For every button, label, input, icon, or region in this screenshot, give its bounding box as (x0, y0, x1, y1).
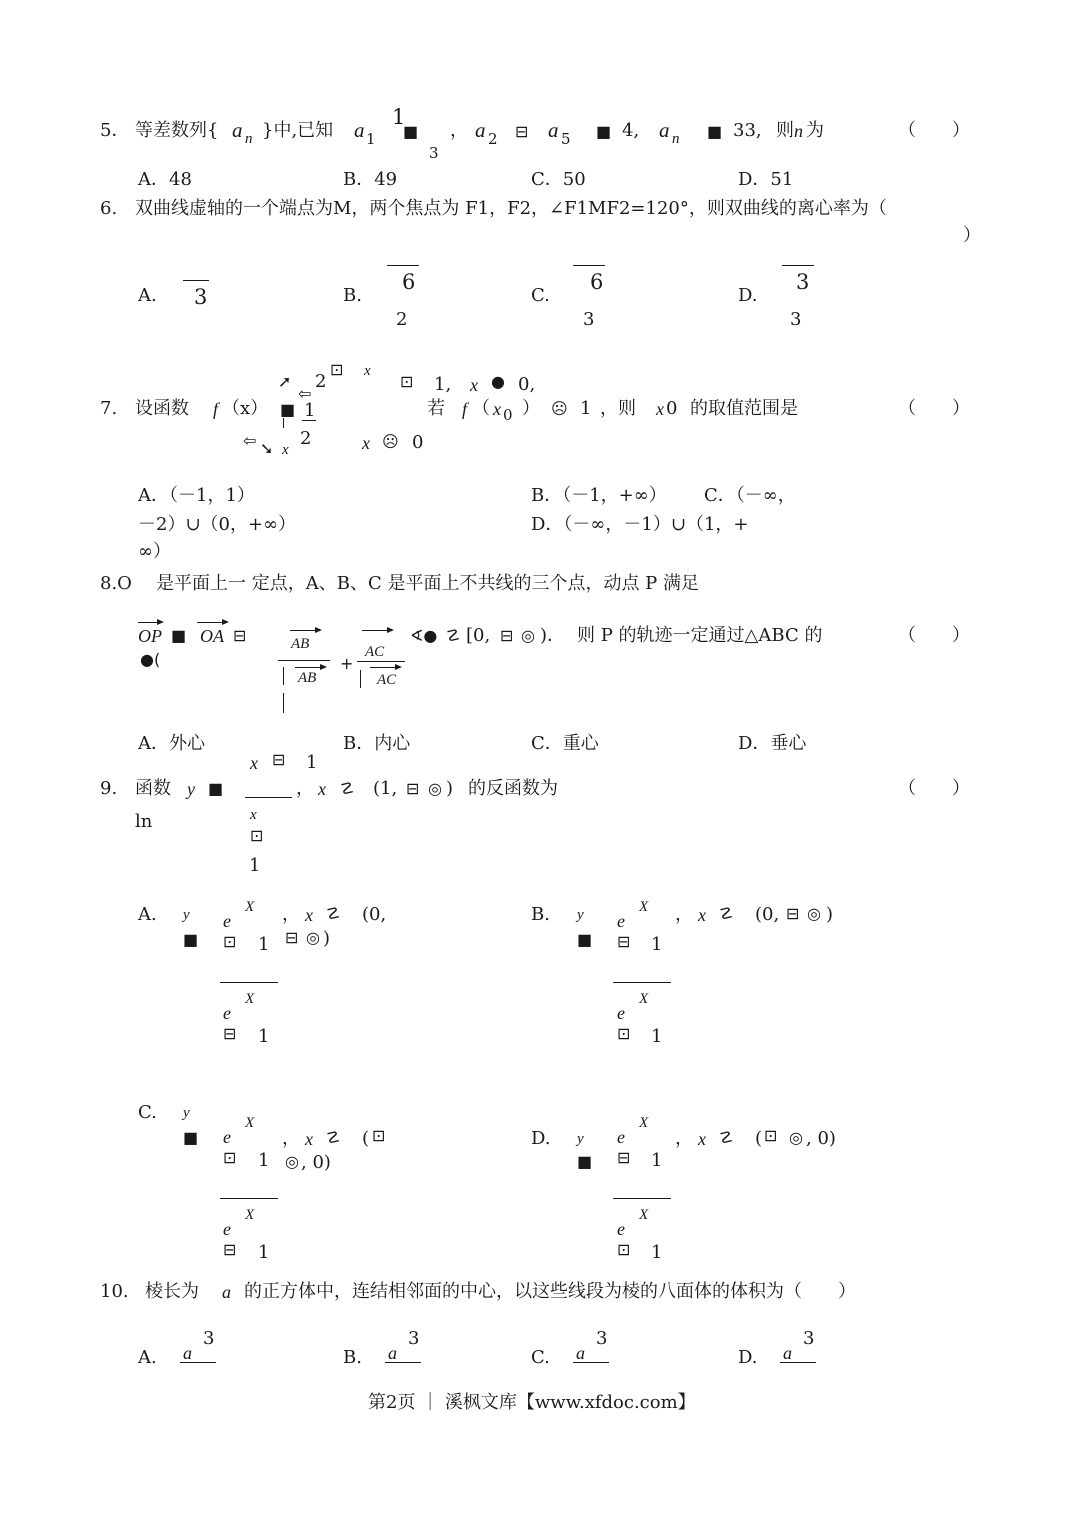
q9-opt-b-e2: e (617, 1003, 625, 1023)
q9-opt-c-num1: 1 (258, 1150, 270, 1171)
q7-top-x: x (364, 363, 371, 379)
q9-opt-a-e: e (223, 911, 231, 931)
fraction-bar (613, 1198, 671, 1199)
q7-top-0: 0, (518, 374, 536, 395)
q10-lead: 棱长为 (145, 1281, 199, 1302)
q6-option-b-radicand: 6 (402, 270, 416, 294)
fraction-bar (780, 1362, 816, 1363)
q9-ln: ln (135, 811, 153, 832)
q5-wei: 为 (806, 120, 824, 141)
q10-option-b-label: B. (343, 1347, 362, 1368)
q7-ruo: 若 (427, 398, 445, 419)
q8-ab2: AB (298, 670, 317, 686)
q6-text: 双曲线虚轴的一个端点为M，两个焦点为 F1，F2，∠F1MF2=120°，则双曲线的离心率为（ (135, 198, 887, 219)
equals-glyph-icon: ■ (707, 122, 723, 141)
fraction-bar (220, 1198, 278, 1199)
q6-option-a-label: A. (138, 285, 157, 306)
lambda-glyph-icon: ∢● (410, 626, 438, 645)
q9-opt-c-x: X (245, 1115, 255, 1131)
q7-option-c-cont: －2）∪（0，+∞） (138, 514, 297, 535)
q7-top-1: 1, (434, 374, 452, 395)
q9-den-x: x (250, 807, 257, 823)
q9-paren-close: ) (446, 778, 454, 799)
gt-glyph-icon: ☹ (551, 399, 568, 418)
equals-glyph-icon: ■ (577, 930, 593, 949)
q7-option-a: A．（－1，1） (138, 485, 255, 506)
q6-option-d-radicand: 3 (796, 270, 810, 294)
q5-option-c: C．50 (531, 169, 586, 190)
equals-glyph-icon: ■ (403, 122, 419, 141)
infinity-glyph-icon: ◎ (521, 626, 535, 645)
q7-answer-paren: （ ） (898, 398, 970, 419)
in-glyph-icon: ☡ (719, 1128, 734, 1147)
q8-option-c: C．重心 (531, 733, 599, 754)
q10-option-d-a: a (783, 1343, 792, 1363)
q7-fx-paren: （x） (222, 398, 269, 419)
minus-glyph-icon: ⊡ (250, 826, 264, 845)
plus-glyph-icon: ⊟ (272, 750, 286, 769)
q9-opt-b-den1: 1 (651, 1026, 663, 1047)
abs-bar (283, 693, 284, 713)
q5-a5-a: a (548, 118, 559, 142)
q5-tail: 则 (776, 120, 794, 141)
q5-mid1: }中,已知 (262, 120, 334, 141)
q5-frac-num: 1 (392, 105, 406, 129)
q7-option-c: C．（－∞， (704, 485, 796, 506)
q7-lead: 设函数 (135, 398, 189, 419)
q8-ac: AC (365, 644, 385, 660)
q6-option-b-label: B. (343, 285, 362, 306)
q9-opt-d-den1: 1 (651, 1242, 663, 1263)
q9-lead: 函数 (135, 778, 171, 799)
q5-a1-sub: 1 (366, 130, 376, 148)
plus-glyph-icon: ⊟ (500, 626, 514, 645)
plus-glyph-icon: ⊟ (617, 1148, 631, 1167)
q7-top-x2: x (470, 375, 478, 395)
q7-ze: ，则 (600, 398, 636, 419)
plus-glyph-icon: ⊟ (617, 932, 631, 951)
equals-glyph-icon: ■ (596, 122, 612, 141)
q7-option-b: B．（－1，+∞） (531, 485, 667, 506)
q7-f2-open: （ (472, 398, 490, 419)
q7-half-num: 1 (304, 400, 316, 421)
q7-bot-x2: x (362, 433, 370, 453)
q10-option-a-label: A. (138, 1347, 157, 1368)
abs-bar (360, 670, 361, 688)
q9-opt-d-num1: 1 (651, 1150, 663, 1171)
q10-option-c-label: C. (531, 1347, 550, 1368)
q9-opt-c-label: C. (138, 1102, 157, 1123)
q7-f: f (213, 399, 219, 419)
q7-x0b-0: 0 (666, 398, 678, 419)
fraction-bar (180, 1362, 216, 1363)
minus-glyph-icon: ⊡ (330, 360, 344, 379)
vector-arrow (138, 622, 162, 623)
q8-ab: AB (291, 636, 310, 652)
q9-opt-a-x: X (245, 899, 255, 915)
q6-option-a-radicand: 3 (194, 285, 208, 309)
plus-glyph-icon: ⊟ (406, 779, 420, 798)
q5-n-var: n (794, 121, 803, 141)
q6-option-c-radicand: 6 (590, 270, 604, 294)
q7-tail: 的取值范围是 (690, 398, 798, 419)
minus-glyph-icon: ⊡ (617, 1024, 631, 1043)
q10-option-d-exp: 3 (803, 1328, 815, 1349)
q9-opt-d-x: X (639, 1115, 649, 1131)
fraction-bar (245, 797, 292, 798)
q5-an2-n: n (672, 131, 680, 147)
vector-arrow (362, 630, 392, 631)
lt-glyph-icon: ☹ (382, 432, 399, 451)
fraction-bar (357, 661, 405, 662)
q9-opt-d-y: y (577, 1131, 584, 1147)
q7-half-den: 2 (300, 428, 312, 449)
in-glyph-icon: ☡ (326, 904, 341, 923)
q9-opt-b-y: y (577, 907, 584, 923)
q7-x0-x: x (493, 399, 501, 419)
q8-number: 8.O (100, 573, 132, 594)
q9-opt-c-e: e (223, 1127, 231, 1147)
vector-arrow (290, 630, 320, 631)
minus-glyph-icon: ⊡ (764, 1126, 778, 1145)
q9-opt-a-interval: (0, (362, 904, 387, 925)
q5-a5-sub: 5 (561, 130, 571, 148)
q9-y: y (187, 779, 195, 799)
in-glyph-icon: ☡ (326, 1128, 341, 1147)
q5-val33: 33, (733, 120, 762, 141)
q10-option-c-a: a (576, 1343, 585, 1363)
q9-opt-d-comma: ， (675, 1128, 693, 1149)
q8-tail: 则 P 的轨迹一定通过△ABC 的 (577, 625, 823, 646)
q10-option-c-exp: 3 (596, 1328, 608, 1349)
q8-ac2: AC (377, 672, 397, 688)
page-footer: 第2页 ｜ 溪枫文库【www.xfdoc.com】 (368, 1392, 696, 1413)
fraction-bar (573, 1362, 609, 1363)
q9-opt-a-y: y (183, 907, 190, 923)
q5-option-b: B．49 (343, 169, 398, 190)
abs-bar (283, 667, 284, 685)
q10-option-b-exp: 3 (408, 1328, 420, 1349)
q9-opt-d-x2: X (639, 1207, 649, 1223)
plus-glyph-icon: ⊟ (223, 1024, 237, 1043)
q9-x: x (318, 779, 326, 799)
plus-glyph-icon: ⊟ (786, 904, 800, 923)
q7-top-2: 2 (315, 371, 327, 392)
q9-opt-d-e: e (617, 1127, 625, 1147)
plus-glyph-icon: ⊟ (223, 1240, 237, 1259)
arrow-glyph-icon: ⇦ (298, 384, 312, 403)
q9-num-1: 1 (306, 752, 318, 773)
in-glyph-icon: ☡ (446, 626, 461, 645)
q9-opt-d-interval: ( (755, 1128, 763, 1149)
q10-option-b-a: a (388, 1343, 397, 1363)
q9-opt-a-num1: 1 (258, 934, 270, 955)
q9-num-x: x (250, 753, 258, 773)
vector-arrow (295, 667, 325, 668)
lambda-glyph-icon: ●( (140, 650, 161, 669)
q9-opt-b-x2: X (639, 991, 649, 1007)
q8-answer-paren: （ ） (898, 625, 970, 646)
equals-glyph-icon: ■ (208, 779, 224, 798)
q5-a2-sub: 2 (488, 130, 498, 148)
minus-glyph-icon: ⊡ (223, 932, 237, 951)
q9-opt-d-interval2: , 0) (806, 1128, 836, 1149)
fraction-bar (385, 1362, 421, 1363)
q5-number: 5． (100, 120, 130, 141)
q5-an2-a: a (659, 118, 670, 142)
ge-glyph-icon: ● (491, 372, 505, 391)
q9-comma: ， (296, 778, 314, 799)
q9-opt-b-interval2: ) (826, 904, 834, 925)
q7-x0b-x: x (656, 399, 664, 419)
q7-f2: f (462, 399, 468, 419)
q10-a: a (222, 1282, 231, 1302)
q9-opt-c-y: y (183, 1105, 190, 1121)
q9-number: 9. (100, 778, 118, 799)
q9-opt-b-interval: (0, (755, 904, 780, 925)
q9-interval: (1, (373, 778, 398, 799)
q9-opt-a-e2: e (223, 1003, 231, 1023)
q5-an-a: a (232, 118, 243, 142)
q8-op: OP (138, 626, 162, 646)
q5-val4: 4, (622, 120, 640, 141)
q9-opt-a-xvar: x (305, 905, 313, 925)
q9-opt-d-e2: e (617, 1219, 625, 1239)
q5-option-d: D．51 (738, 169, 794, 190)
q8-option-a: A．外心 (138, 733, 205, 754)
q7-option-d: D．（－∞，－1）∪（1，+ (531, 514, 749, 535)
q5-answer-paren: （ ） (898, 120, 970, 141)
infinity-glyph-icon: ◎ (428, 779, 442, 798)
q8-option-d: D．垂心 (738, 733, 807, 754)
plus-sign-icon: + (340, 654, 354, 673)
q9-opt-b-x: X (639, 899, 649, 915)
q9-opt-b-comma: ， (675, 904, 693, 925)
plus-glyph-icon: ⊟ (515, 122, 529, 141)
q8-close: )． (540, 625, 566, 646)
q5-option-a: A．48 (138, 169, 192, 190)
q9-opt-b-label: B. (531, 904, 550, 925)
q6-option-b-denominator: 2 (396, 309, 408, 330)
q9-opt-c-comma: ， (282, 1128, 300, 1149)
q10-option-d-label: D. (738, 1347, 758, 1368)
q9-opt-c-xvar: x (305, 1129, 313, 1149)
q9-opt-b-num1: 1 (651, 934, 663, 955)
q9-opt-b-e: e (617, 911, 625, 931)
q5-frac-den: 3 (429, 144, 439, 162)
q5-a1-a: a (354, 118, 365, 142)
plus-glyph-icon: ⊟ (233, 626, 247, 645)
brace-mid (283, 418, 284, 428)
radical-bar (782, 265, 814, 266)
minus-glyph-icon: ⊡ (372, 1126, 386, 1145)
equals-glyph-icon: ■ (171, 626, 187, 645)
q6-option-d-label: D. (738, 285, 758, 306)
q9-opt-c-interval: ( (362, 1128, 370, 1149)
q10-option-a-exp: 3 (203, 1328, 215, 1349)
q7-f2-close: ） (522, 398, 540, 419)
q9-den-1: 1 (249, 855, 261, 876)
q6-option-d-denominator: 3 (790, 309, 802, 330)
q6-option-c-denominator: 3 (583, 309, 595, 330)
q8-oa: OA (200, 626, 224, 646)
minus-glyph-icon: ⊡ (223, 1148, 237, 1167)
minus-glyph-icon: ⊡ (617, 1240, 631, 1259)
q9-opt-b-xvar: x (698, 905, 706, 925)
fraction-bar (278, 660, 330, 661)
q9-opt-a-comma: ， (282, 904, 300, 925)
q10-option-a-a: a (183, 1343, 192, 1363)
q10-number: 10. (100, 1281, 129, 1302)
q9-opt-a-x2: X (245, 991, 255, 1007)
equals-glyph-icon: ■ (280, 400, 296, 419)
plus-glyph-icon: ⊟ (285, 928, 299, 947)
vector-arrow (197, 622, 227, 623)
q9-opt-c-interval2: , 0) (301, 1152, 331, 1173)
q9-opt-d-xvar: x (698, 1129, 706, 1149)
q7-number: 7. (100, 398, 118, 419)
q9-opt-c-x2: X (245, 1207, 255, 1223)
q8-range: [0, (466, 625, 491, 646)
fraction-bar (302, 420, 316, 421)
q9-opt-a-interval2: ) (323, 928, 331, 949)
q7-option-d-cont: ∞） (138, 541, 171, 562)
q5-sep: ， (450, 120, 468, 141)
equals-glyph-icon: ■ (183, 930, 199, 949)
q7-bot-0: 0 (412, 432, 424, 453)
vector-arrow (370, 667, 400, 668)
in-glyph-icon: ☡ (719, 904, 734, 923)
radical-bar (387, 265, 419, 266)
infinity-glyph-icon: ◎ (807, 904, 821, 923)
in-glyph-icon: ☡ (340, 779, 355, 798)
brace-bottom-icon: ➘ (260, 439, 274, 458)
q6-option-c-label: C. (531, 285, 550, 306)
q7-gt1: 1 (580, 398, 592, 419)
q6-number: 6. (100, 198, 118, 219)
q5-lead: 等差数列{ (135, 120, 219, 141)
equals-glyph-icon: ■ (577, 1152, 593, 1171)
radical-bar (573, 265, 605, 266)
q8-text: 是平面上一 定点，A、B、C 是平面上不共线的三个点，动点 P 满足 (156, 573, 699, 594)
q9-opt-d-label: D. (531, 1128, 551, 1149)
arrow-glyph-icon: ⇦ (243, 431, 257, 450)
q9-tail: 的反函数为 (468, 778, 558, 799)
q9-opt-c-e2: e (223, 1219, 231, 1239)
equals-glyph-icon: ■ (183, 1128, 199, 1147)
q5-a2-a: a (475, 118, 486, 142)
q9-opt-a-den1: 1 (258, 1026, 270, 1047)
q7-bot-x: x (282, 442, 289, 458)
q7-x0-0: 0 (503, 406, 513, 424)
minus-glyph-icon: ⊡ (400, 372, 414, 391)
q9-opt-c-den1: 1 (258, 1242, 270, 1263)
q5-an-n: n (245, 131, 253, 147)
infinity-glyph-icon: ◎ (306, 928, 320, 947)
q6-close: ） (963, 225, 981, 246)
q9-answer-paren: （ ） (898, 778, 970, 799)
infinity-glyph-icon: ◎ (285, 1152, 299, 1171)
infinity-glyph-icon: ◎ (789, 1128, 803, 1147)
q9-opt-a-label: A. (138, 904, 157, 925)
radical-bar (183, 280, 209, 281)
q8-option-b: B．内心 (343, 733, 411, 754)
fraction-bar (613, 982, 671, 983)
q10-text: 的正方体中，连结相邻面的中心，以这些线段为棱的八面体的体积为（ ） (244, 1281, 856, 1302)
brace-top-icon: ➚ (278, 372, 292, 391)
fraction-bar (220, 982, 278, 983)
